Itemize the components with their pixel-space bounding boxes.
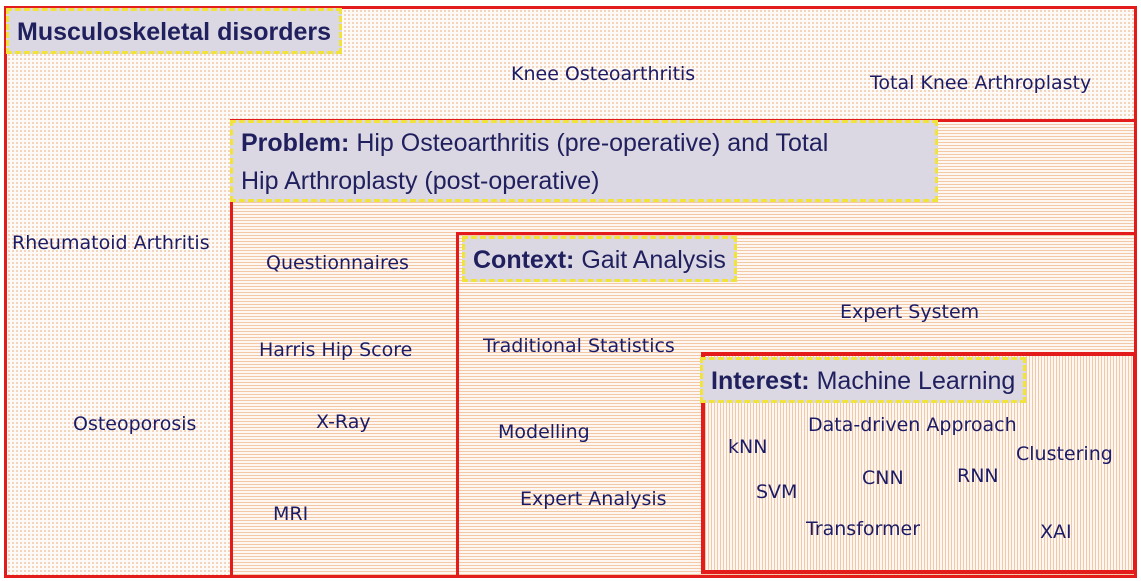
label-xai: XAI	[1040, 521, 1072, 543]
label-traditional-statistics: Traditional Statistics	[483, 335, 675, 357]
context-heading-text: Gait Analysis	[581, 246, 726, 274]
problem-heading-line2: Hip Arthroplasty (post-operative)	[241, 167, 600, 195]
musculoskeletal-heading-text: Musculoskeletal disorders	[17, 18, 332, 46]
interest-heading-text: Machine Learning	[816, 367, 1016, 395]
problem-heading	[230, 120, 938, 202]
label-x-ray: X-Ray	[316, 411, 371, 433]
label-total-knee-arthroplasty: Total Knee Arthroplasty	[870, 72, 1092, 94]
label-knee-osteoarthritis: Knee Osteoarthritis	[511, 63, 696, 85]
problem-heading-bold: Problem:	[241, 129, 350, 157]
label-expert-analysis: Expert Analysis	[520, 488, 667, 510]
label-rheumatoid-arthritis: Rheumatoid Arthritis	[12, 232, 210, 254]
label-data-driven-approach: Data-driven Approach	[808, 414, 1017, 436]
musculoskeletal-heading	[6, 8, 342, 54]
context-heading-bold: Context:	[473, 246, 575, 274]
label-cnn: CNN	[862, 467, 904, 489]
label-knn: kNN	[728, 436, 768, 458]
label-clustering: Clustering	[1016, 443, 1113, 465]
label-harris-hip-score: Harris Hip Score	[259, 339, 413, 361]
problem-heading-line1: Hip Osteoarthritis (pre-operative) and Total	[356, 129, 829, 157]
label-svm: SVM	[756, 481, 798, 503]
label-expert-system: Expert System	[840, 301, 980, 323]
label-questionnaires: Questionnaires	[266, 252, 409, 274]
interest-heading-bold: Interest:	[711, 367, 810, 395]
label-osteoporosis: Osteoporosis	[73, 413, 197, 435]
label-modelling: Modelling	[498, 421, 590, 443]
context-heading	[462, 236, 737, 282]
label-rnn: RNN	[957, 465, 999, 487]
label-mri: MRI	[273, 503, 309, 525]
label-transformer: Transformer	[806, 518, 921, 540]
interest-heading	[700, 357, 1026, 403]
